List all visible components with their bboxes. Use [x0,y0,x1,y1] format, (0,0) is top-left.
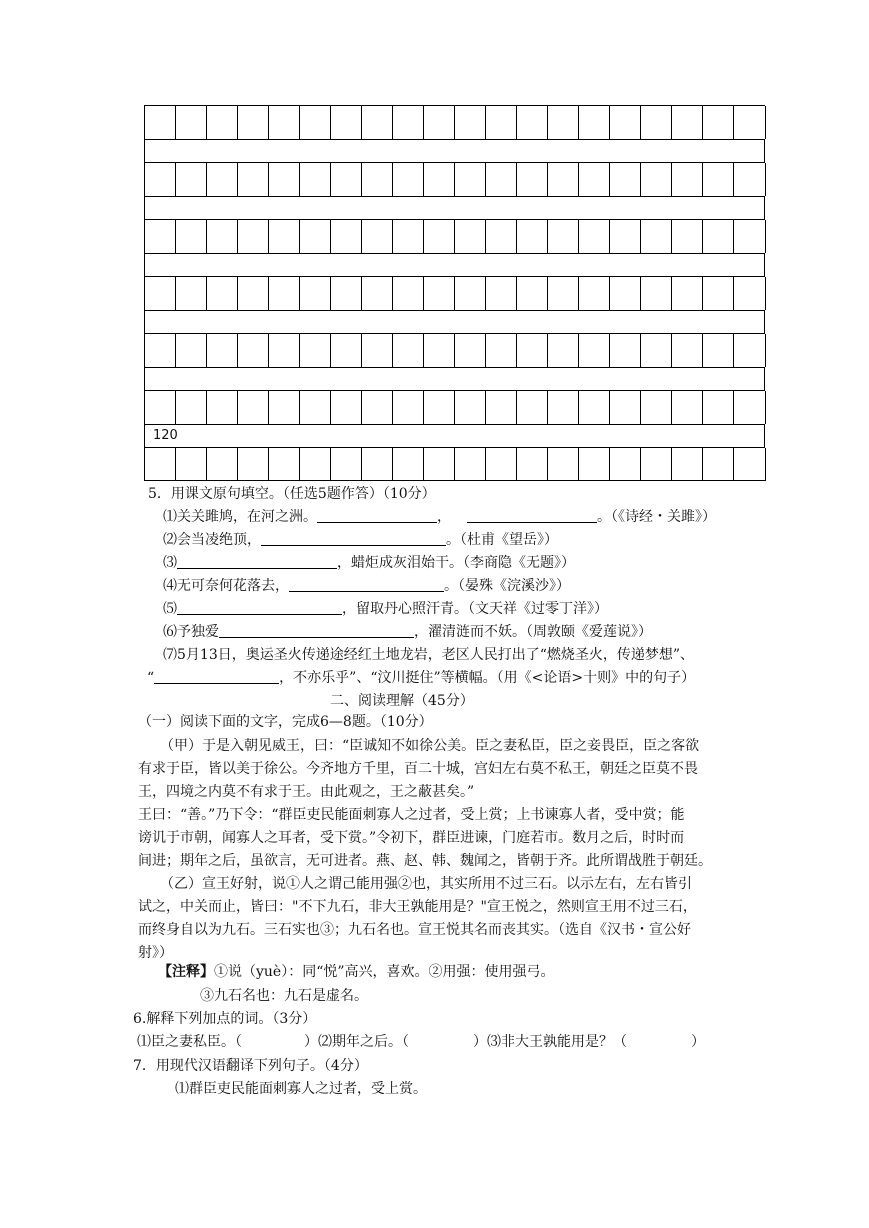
grid-cell[interactable] [517,391,548,424]
grid-cell[interactable] [145,163,176,196]
grid-cell[interactable] [486,277,517,310]
grid-cell[interactable] [734,448,766,481]
grid-cell[interactable] [393,106,424,139]
grid-cell[interactable] [238,391,269,424]
grid-cell[interactable] [269,391,300,424]
grid-cell[interactable] [610,220,641,253]
grid-cell[interactable] [331,220,362,253]
grid-row [144,276,765,310]
note-label: 【注释】 [158,964,214,980]
grid-cell[interactable] [579,334,610,367]
grid-cell[interactable] [238,334,269,367]
grid-gap-row [144,424,765,447]
grid-cell[interactable] [486,334,517,367]
grid-cell[interactable] [176,391,207,424]
grid-cell[interactable] [424,106,455,139]
q5-item-1: ⑴关关雎鸠，在河之洲。 ， 。（《诗经・关雎》） [163,509,716,525]
grid-cell[interactable] [703,220,734,253]
grid-cell[interactable] [517,448,548,481]
answer-blank[interactable] [261,531,446,546]
answer-blank[interactable] [177,554,337,569]
grid-cell[interactable] [424,277,455,310]
grid-cell[interactable] [238,448,269,481]
grid-cell[interactable] [734,220,766,253]
note-line-2: ③九石名也：九石是虚名。 [200,988,368,1004]
passage-yi [138,873,778,965]
grid-cell[interactable] [331,391,362,424]
grid-cell[interactable] [145,448,176,481]
grid-cell[interactable] [579,163,610,196]
grid-cell[interactable] [269,448,300,481]
grid-cell[interactable] [424,163,455,196]
q5-item-4: ⑷无可奈何花落去， 。（晏殊《浣溪沙》） [163,578,570,594]
q5-item-2: ⑵会当凌绝顶， 。（杜甫《望岳》） [163,532,558,548]
grid-cell[interactable] [145,391,176,424]
grid-cell[interactable] [269,106,300,139]
grid-cell[interactable] [238,163,269,196]
grid-row [144,390,765,424]
grid-cell[interactable] [362,391,393,424]
grid-cell[interactable] [486,106,517,139]
grid-cell[interactable] [300,106,331,139]
grid-cell[interactable] [393,220,424,253]
section-2-title: 二、阅读理解（45分） [330,693,474,709]
grid-cell[interactable] [517,220,548,253]
passage-line: 王，四境之内莫不有求于王。由此观之，王之蔽甚矣。” [138,784,475,800]
grid-cell[interactable] [331,334,362,367]
grid-cell[interactable] [300,277,331,310]
grid-cell[interactable] [548,163,579,196]
grid-gap-row [144,139,765,162]
grid-cell[interactable] [207,163,238,196]
grid-gap-row [144,196,765,219]
grid-cell[interactable] [672,448,703,481]
answer-blank[interactable] [627,1034,691,1048]
grid-cell[interactable] [579,220,610,253]
grid-cell[interactable] [641,448,672,481]
grid-cell[interactable] [176,334,207,367]
grid-cell[interactable] [703,163,734,196]
answer-blank[interactable] [317,508,437,523]
grid-cell[interactable] [579,391,610,424]
grid-cell[interactable] [145,106,176,139]
grid-cell[interactable] [548,391,579,424]
grid-cell[interactable] [548,448,579,481]
q5-item-6: ⑹予独爱 ，濯清涟而不妖。（周敦颐《爱莲说》） [163,624,652,640]
passage-line: 谤讥于市朝，闻寡人之耳者，受下赏。”令初下，群臣进谏，门庭若市。数月之后，时时而 [138,830,685,846]
grid-cell[interactable] [331,277,362,310]
q5-item-5: ⑸ ，留取丹心照汗青。（文天祥《过零丁洋》） [163,601,608,617]
grid-cell[interactable] [238,106,269,139]
grid-cell[interactable] [362,448,393,481]
grid-row [144,105,765,139]
grid-cell[interactable] [734,277,766,310]
grid-cell[interactable] [455,163,486,196]
grid-cell[interactable] [145,334,176,367]
grid-cell[interactable] [672,391,703,424]
grid-cell[interactable] [672,277,703,310]
passage-jia [138,735,778,873]
grid-cell[interactable] [300,163,331,196]
grid-cell[interactable] [207,448,238,481]
grid-cell[interactable] [300,334,331,367]
grid-cell[interactable] [455,391,486,424]
q5-item-3: ⑶ ，蜡炬成灰泪始干。（李商隐《无题》） [163,555,575,571]
grid-cell[interactable] [176,448,207,481]
grid-cell[interactable] [300,448,331,481]
grid-cell[interactable] [517,106,548,139]
grid-cell[interactable] [393,391,424,424]
answer-blank[interactable] [289,577,444,592]
passage-line: 有求于臣，皆以美于徐公。今齐地方千里，百二十城，宫妇左右莫不私王，朝廷之臣莫不畏 [138,761,698,777]
grid-gap-row [144,367,765,390]
grid-row [144,219,765,253]
grid-cell[interactable] [424,391,455,424]
grid-gap-row [144,310,765,333]
answer-blank[interactable] [409,1034,473,1048]
grid-cell[interactable] [424,334,455,367]
grid-cell[interactable] [269,277,300,310]
grid-cell[interactable] [610,163,641,196]
grid-cell[interactable] [331,448,362,481]
q6-heading: 6.解释下列加点的词。（3分） [133,1011,317,1027]
answer-blank[interactable] [219,623,414,638]
grid-cell[interactable] [548,220,579,253]
grid-cell[interactable] [486,163,517,196]
grid-cell[interactable] [362,106,393,139]
grid-cell[interactable] [610,106,641,139]
grid-cell[interactable] [734,334,766,367]
grid-cell[interactable] [176,163,207,196]
answer-blank[interactable] [177,600,342,615]
grid-cell[interactable] [610,334,641,367]
grid-cell[interactable] [641,163,672,196]
passage-line: 射》） [138,945,173,961]
grid-cell[interactable] [672,220,703,253]
grid-cell[interactable] [734,163,766,196]
passage-line: 试之，中关而止，皆曰："不下九石，非大王孰能用是？"宣王悦之，然则宣王用不过三石， [138,899,697,915]
passage-line: （甲）于是入朝见威王，曰：“臣诚知不如徐公美。臣之妻私臣，臣之妾畏臣，臣之客欲 [160,738,700,754]
answer-grid [144,105,765,481]
word-count-marker: 120 [153,428,178,443]
grid-cell[interactable] [672,334,703,367]
grid-cell[interactable] [145,277,176,310]
grid-cell[interactable] [548,106,579,139]
grid-cell[interactable] [734,106,766,139]
q7-item-1: ⑴群臣吏民能面刺寡人之过者，受上赏。 [175,1081,427,1097]
grid-gap-row [144,253,765,276]
grid-cell[interactable] [300,391,331,424]
grid-cell[interactable] [703,391,734,424]
grid-cell[interactable] [207,277,238,310]
grid-cell[interactable] [703,334,734,367]
grid-cell[interactable] [455,106,486,139]
grid-cell[interactable] [579,106,610,139]
q5-item-7-cont: “ ，不亦乐乎”、“汶川挺住”等横幅。（用《<论语>十则》中的句子） [147,670,696,686]
grid-cell[interactable] [176,220,207,253]
grid-cell[interactable] [455,220,486,253]
grid-cell[interactable] [331,163,362,196]
grid-cell[interactable] [641,334,672,367]
grid-cell[interactable] [207,106,238,139]
grid-cell[interactable] [579,277,610,310]
grid-cell[interactable] [455,334,486,367]
grid-cell[interactable] [269,163,300,196]
grid-cell[interactable] [641,106,672,139]
grid-cell[interactable] [424,448,455,481]
grid-cell[interactable] [393,334,424,367]
passage-line: 王曰：“善。”乃下令：“群臣吏民能面刺寡人之过者，受上赏；上书谏寡人者，受中赏；能 [138,807,685,823]
grid-cell[interactable] [672,106,703,139]
grid-cell[interactable] [641,220,672,253]
grid-cell[interactable] [362,220,393,253]
passage-line: （乙）宣王好射，说①人之谓己能用强②也，其实所用不过三石。以示左右，左右皆引 [160,876,692,892]
grid-cell[interactable] [393,448,424,481]
grid-cell[interactable] [610,391,641,424]
grid-cell[interactable] [703,106,734,139]
grid-cell[interactable] [269,334,300,367]
grid-cell[interactable] [641,277,672,310]
grid-cell[interactable] [610,277,641,310]
grid-cell[interactable] [207,334,238,367]
q7-heading: 7．用现代汉语翻译下列句子。（4分） [133,1058,368,1074]
grid-cell[interactable] [176,277,207,310]
grid-row [144,447,765,481]
grid-cell[interactable] [238,277,269,310]
grid-cell[interactable] [641,391,672,424]
q6-items: ⑴臣之妻私臣。（ ）⑵期年之后。（ ）⑶非大王孰能用是？（ ） [137,1034,705,1050]
passage-line: 而终身自以为九石。三石实也③；九石名也。宣王悦其名而丧其实。（选自《汉书・宣公好 [138,922,691,938]
grid-cell[interactable] [703,448,734,481]
grid-cell[interactable] [455,277,486,310]
grid-cell[interactable] [300,220,331,253]
grid-cell[interactable] [548,334,579,367]
grid-cell[interactable] [517,163,548,196]
answer-blank[interactable] [154,669,279,684]
passage-line: 间进；期年之后，虽欲言，无可进者。燕、赵、韩、魏闻之，皆朝于齐。此所谓战胜于朝廷。 [138,853,712,869]
grid-cell[interactable] [362,277,393,310]
grid-cell[interactable] [517,334,548,367]
grid-cell[interactable] [238,220,269,253]
grid-cell[interactable] [455,448,486,481]
grid-cell[interactable] [362,334,393,367]
q5-item-7: ⑺5月13日，奥运圣火传递途经红土地龙岩，老区人民打出了“燃烧圣火，传递梦想”、 [163,647,695,663]
grid-cell[interactable] [269,220,300,253]
grid-cell[interactable] [548,277,579,310]
answer-blank[interactable] [467,508,597,523]
grid-cell[interactable] [176,106,207,139]
grid-cell[interactable] [486,391,517,424]
grid-cell[interactable] [734,391,766,424]
grid-cell[interactable] [393,277,424,310]
grid-row [144,162,765,196]
grid-cell[interactable] [331,106,362,139]
q5-heading: 5．用课文原句填空。（任选5题作答）（10分） [148,486,436,502]
notes: 【注释】①说（yuè）：同“悦”高兴，喜欢。②用强：使用强弓。 [158,964,555,980]
grid-cell[interactable] [393,163,424,196]
grid-cell[interactable] [517,277,548,310]
grid-cell[interactable] [672,163,703,196]
grid-cell[interactable] [362,163,393,196]
grid-cell[interactable] [486,448,517,481]
answer-blank[interactable] [242,1034,304,1048]
grid-cell[interactable] [424,220,455,253]
grid-cell[interactable] [703,277,734,310]
grid-cell[interactable] [610,448,641,481]
grid-row [144,333,765,367]
grid-cell[interactable] [145,220,176,253]
part-1-heading: （一）阅读下面的文字，完成6—8题。（10分） [138,714,433,730]
grid-cell[interactable] [207,220,238,253]
grid-cell[interactable] [579,448,610,481]
grid-cell[interactable] [207,391,238,424]
grid-cell[interactable] [486,220,517,253]
